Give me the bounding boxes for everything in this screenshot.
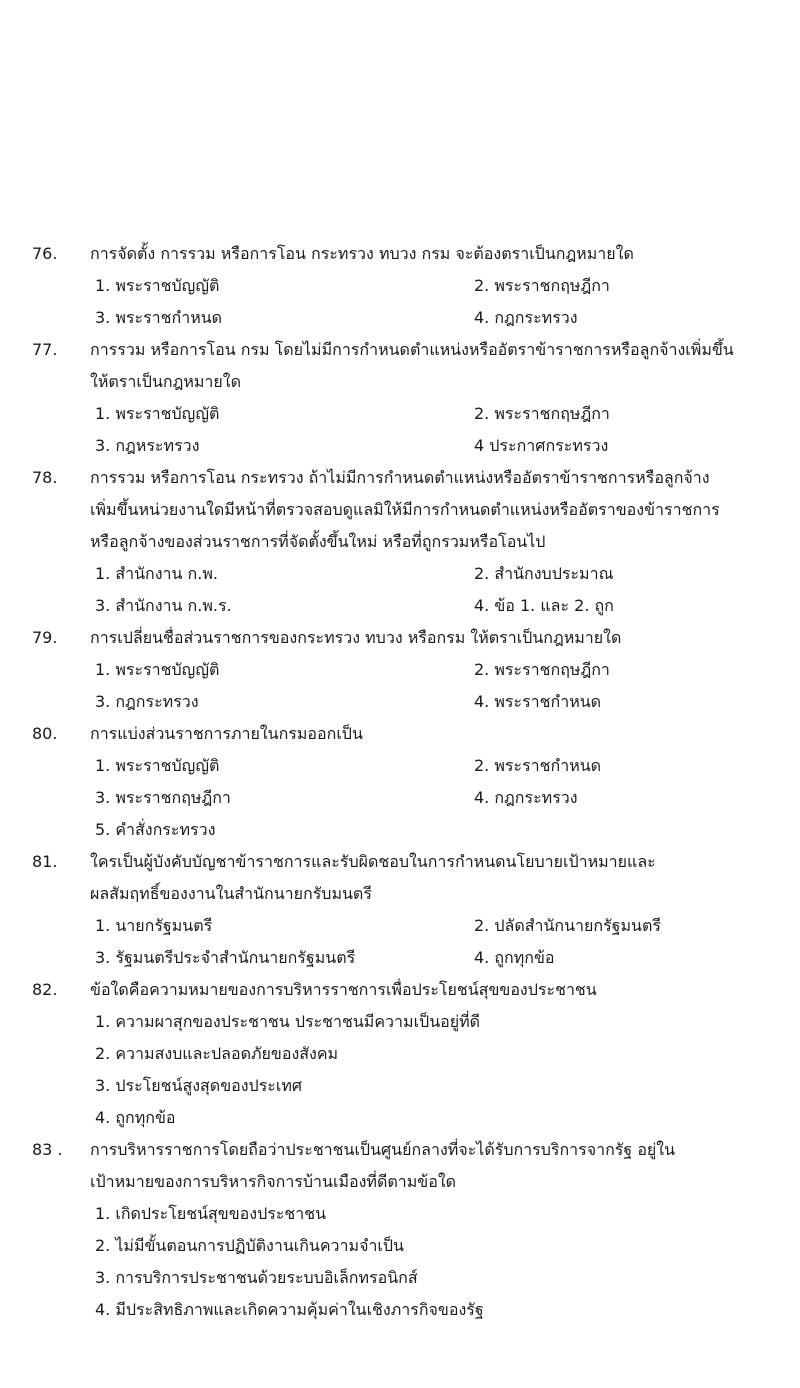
question-77 bbox=[0, 334, 800, 462]
option-4: 4. พระราชกำหนด bbox=[474, 692, 602, 711]
question-text-continued: ให้ตราเป็นกฎหมายใด bbox=[90, 372, 241, 391]
question-76 bbox=[0, 238, 800, 334]
question-text: การเปลี่ยนชื่อส่วนราชการของกระทรวง ทบวง หรือกรม ให้ตราเป็นกฎหมายใด bbox=[90, 628, 622, 647]
option-1: 1. เกิดประโยชน์สุขของประชาชน bbox=[95, 1204, 327, 1223]
option-1: 1. พระราชบัญญัติ bbox=[95, 660, 220, 679]
question-82 bbox=[0, 974, 800, 1134]
option-2: 2. ปลัดสำนักนายกรัฐมนตรี bbox=[474, 916, 661, 935]
option-3: 3. ประโยชน์สูงสุดของประเทศ bbox=[95, 1076, 303, 1095]
option-2: 2. สำนักงบประมาณ bbox=[474, 564, 614, 583]
question-number: 79. bbox=[32, 628, 58, 647]
question-number: 83 . bbox=[32, 1140, 63, 1159]
question-number: 81. bbox=[32, 852, 58, 871]
option-5: 5. คำสั่งกระทรวง bbox=[95, 820, 216, 839]
option-3: 3. สำนักงาน ก.พ.ร. bbox=[95, 596, 232, 615]
question-text-continued: เพิ่มขึ้นหน่วยงานใดมีหน้าที่ตรวจสอบดูแลมิให้มีการกำหนดตำแหน่งหรืออัตราของข้าราชการ bbox=[90, 500, 720, 519]
option-1: 1. พระราชบัญญัติ bbox=[95, 404, 220, 423]
question-80 bbox=[0, 718, 800, 846]
question-text: การรวม หรือการโอน กระทรวง ถ้าไม่มีการกำหนดตำแหน่งหรืออัตราข้าราชการหรือลูกจ้าง bbox=[90, 468, 710, 487]
option-4: 4. ถูกทุกข้อ bbox=[95, 1108, 176, 1127]
option-3: 3. รัฐมนตรีประจำสำนักนายกรัฐมนตรี bbox=[95, 948, 356, 967]
option-4: 4 ประกาศกระทรวง bbox=[474, 436, 609, 455]
option-3: 3. กฎกระทรวง bbox=[95, 692, 199, 711]
question-83 bbox=[0, 1134, 800, 1326]
option-1: 1. ความผาสุกของประชาชน ประชาชนมีความเป็นอยู่ที่ดี bbox=[95, 1012, 481, 1031]
question-number: 82. bbox=[32, 980, 58, 999]
option-1: 1. สำนักงาน ก.พ. bbox=[95, 564, 218, 583]
question-number: 78. bbox=[32, 468, 58, 487]
question-text: ข้อใดคือความหมายของการบริหารราชการเพื่อประโยชน์สุขของประชาชน bbox=[90, 980, 597, 999]
question-text: การรวม หรือการโอน กรม โดยไม่มีการกำหนดตำแหน่งหรืออัตราข้าราชการหรือลูกจ้างเพิ่มขึ้น bbox=[90, 340, 734, 359]
option-4: 4. ข้อ 1. และ 2. ถูก bbox=[474, 596, 614, 615]
question-81 bbox=[0, 846, 800, 974]
option-2: 2. ความสงบและปลอดภัยของสังคม bbox=[95, 1044, 339, 1063]
option-3: 3. พระราชกำหนด bbox=[95, 308, 223, 327]
option-2: 2. ไม่มีขั้นตอนการปฏิบัติงานเกินความจำเป็น bbox=[95, 1236, 404, 1255]
question-text: ใครเป็นผู้บังคับบัญชาข้าราชการและรับผิดชอบในการกำหนดนโยบายเป้าหมายและ bbox=[90, 852, 656, 871]
option-3: 3. พระราชกฤษฎีกา bbox=[95, 788, 231, 807]
option-4: 4. กฎกระทรวง bbox=[474, 788, 578, 807]
option-3: 3. กฎหระทรวง bbox=[95, 436, 200, 455]
question-text-continued: ผลสัมฤทธิ์ของงานในสำนักนายกรับมนตรี bbox=[90, 884, 372, 903]
option-3: 3. การบริการประชาชนด้วยระบบอิเล็กทรอนิกส์ bbox=[95, 1268, 418, 1287]
exam-page bbox=[0, 238, 800, 1326]
question-79 bbox=[0, 622, 800, 718]
option-1: 1. พระราชบัญญัติ bbox=[95, 276, 220, 295]
question-text: การจัดตั้ง การรวม หรือการโอน กระทรวง ทบวง กรม จะต้องตราเป็นกฎหมายใด bbox=[90, 244, 634, 263]
option-4: 4. กฎกระทรวง bbox=[474, 308, 578, 327]
option-1: 1. นายกรัฐมนตรี bbox=[95, 916, 213, 935]
option-4: 4. ถูกทุกข้อ bbox=[474, 948, 555, 967]
option-2: 2. พระราชกำหนด bbox=[474, 756, 602, 775]
option-2: 2. พระราชกฤษฎีกา bbox=[474, 404, 610, 423]
question-text: การแบ่งส่วนราชการภายในกรมออกเป็น bbox=[90, 724, 363, 743]
question-number: 80. bbox=[32, 724, 58, 743]
option-4: 4. มีประสิทธิภาพและเกิดความคุ้มค่าในเชิงภารกิจของรัฐ bbox=[95, 1300, 484, 1319]
question-number: 76. bbox=[32, 244, 58, 263]
question-text-continued: เป้าหมายของการบริหารกิจการบ้านเมืองที่ดีตามข้อใด bbox=[90, 1172, 457, 1191]
question-78 bbox=[0, 462, 800, 622]
option-2: 2. พระราชกฤษฎีกา bbox=[474, 276, 610, 295]
question-text: การบริหารราชการโดยถือว่าประชาชนเป็นศูนย์กลางที่จะได้รับการบริการจากรัฐ อยู่ใน bbox=[90, 1140, 676, 1159]
question-number: 77. bbox=[32, 340, 58, 359]
option-1: 1. พระราชบัญญัติ bbox=[95, 756, 220, 775]
option-2: 2. พระราชกฤษฎีกา bbox=[474, 660, 610, 679]
question-text-continued: หรือลูกจ้างของส่วนราชการที่จัดตั้งขึ้นใหม่ หรือที่ถูกรวมหรือโอนไป bbox=[90, 532, 546, 551]
